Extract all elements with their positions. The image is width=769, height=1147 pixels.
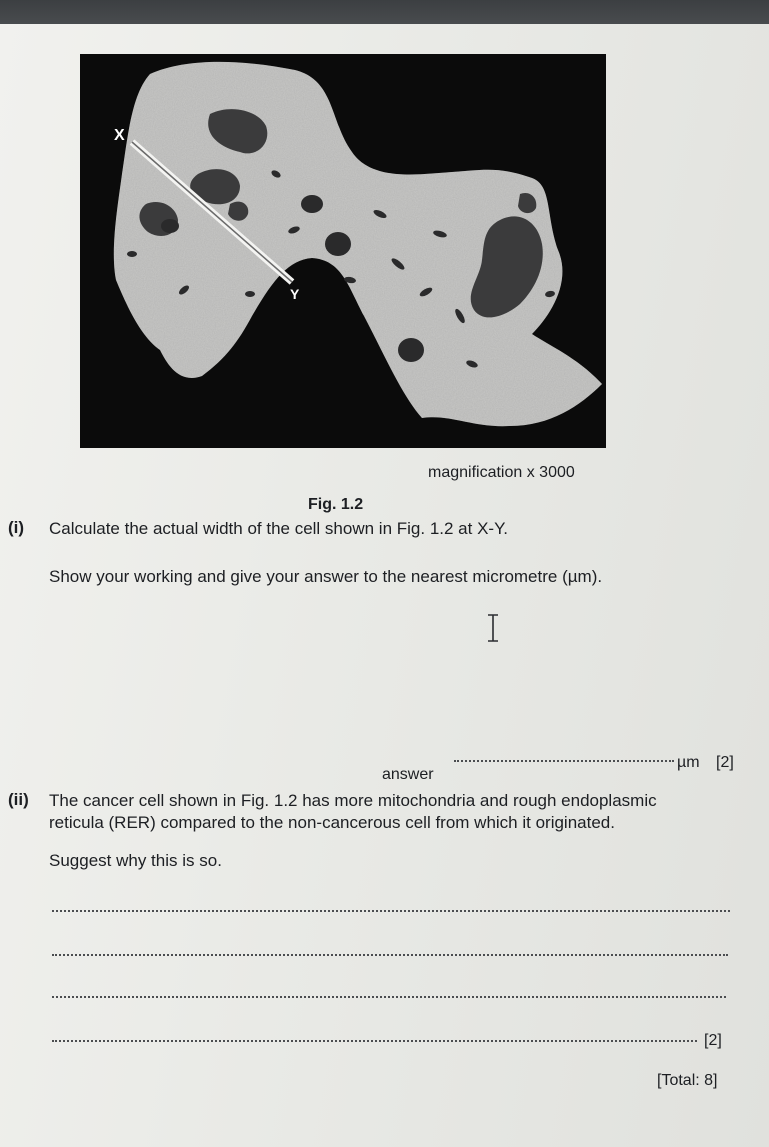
answer-line[interactable] [454,760,674,762]
answer-line[interactable] [52,954,728,956]
text-cursor-icon [486,613,500,643]
question-ii-number: (ii) [8,790,29,809]
cell-micrograph [80,54,606,448]
answer-label: answer [382,766,434,783]
answer-line[interactable] [52,910,730,912]
question-ii-marks: [2] [704,1032,722,1049]
question-ii-text-line1: The cancer cell shown in Fig. 1.2 has more mitochondria and rough endoplasmic [49,791,657,810]
figure-caption: Fig. 1.2 [308,496,364,513]
exam-page [0,24,769,1147]
answer-line[interactable] [52,1040,697,1042]
label-x: X [114,127,125,144]
cell-micrograph-image [80,54,606,448]
magnification-caption: magnification x 3000 [428,464,575,481]
answer-line[interactable] [52,996,726,998]
question-i-marks: [2] [716,754,734,771]
total-marks: [Total: 8] [657,1072,718,1089]
question-i-number: (i) [8,518,25,537]
question-i-instruction: Show your working and give your answer to the nearest micrometre (µm). [49,567,603,586]
question-i-text: Calculate the actual width of the cell shown in Fig. 1.2 at X-Y. [49,519,508,538]
answer-unit: µm [677,754,700,771]
label-y: Y [290,286,300,302]
question-ii-text-line2: reticula (RER) compared to the non-cancerous cell from which it originated. [49,813,615,832]
question-ii-prompt: Suggest why this is so. [49,851,222,870]
